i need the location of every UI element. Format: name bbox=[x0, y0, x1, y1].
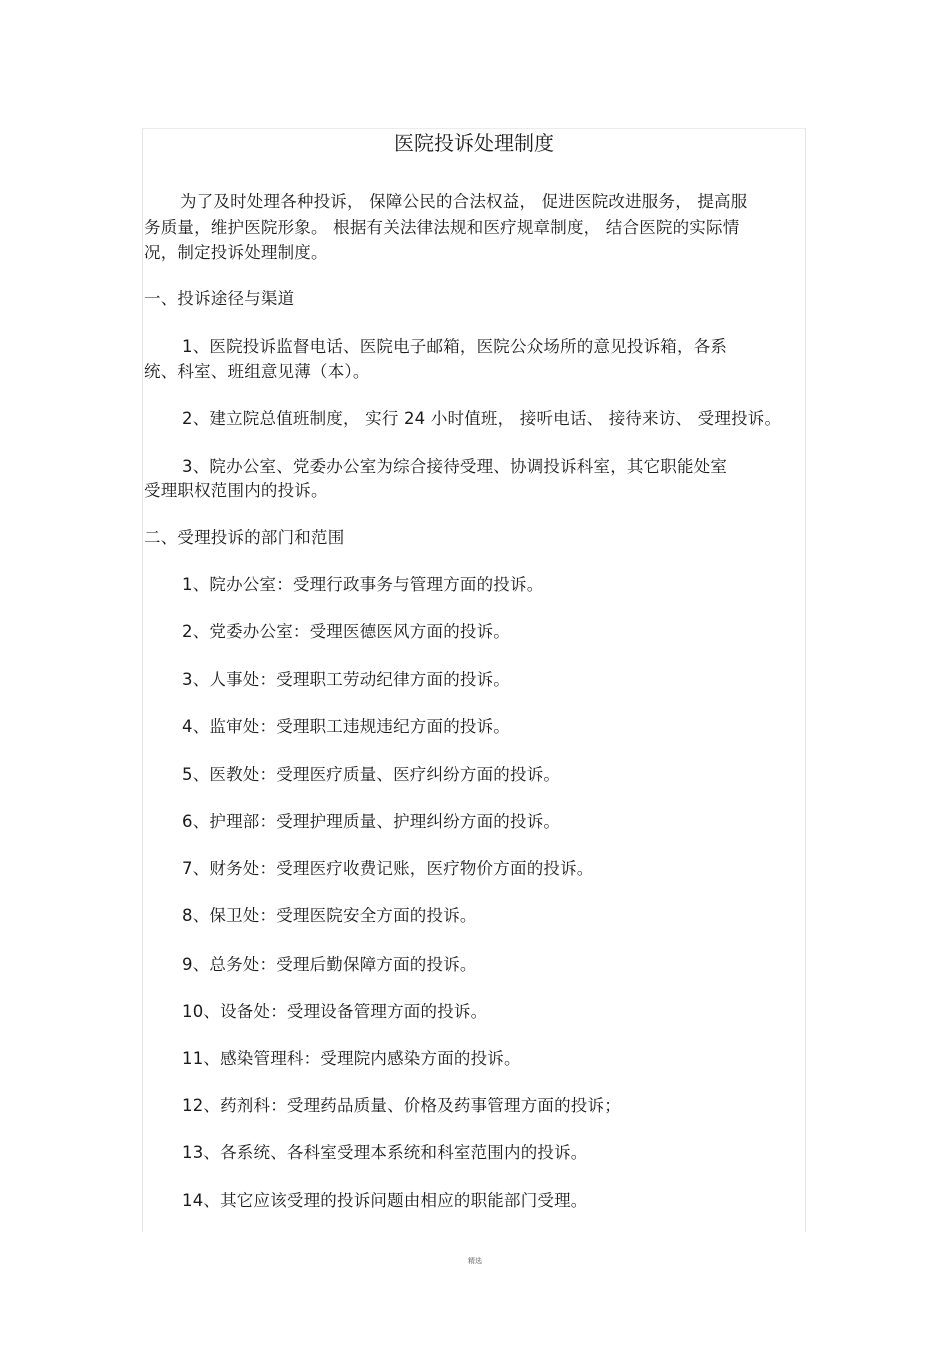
section-1-item-3-line-1: 3、院办公室、党委办公室为综合接待受理、协调投诉科室，其它职能处室 bbox=[182, 457, 728, 476]
section-2-item-13: 13、各系统、各科室受理本系统和科室范围内的投诉。 bbox=[182, 1143, 588, 1162]
intro-line-3: 况，制定投诉处理制度。 bbox=[144, 243, 328, 262]
section-1-item-1-line-2: 统、科室、班组意见薄（本）。 bbox=[144, 362, 370, 381]
section-2-item-9: 9、总务处：受理后勤保障方面的投诉。 bbox=[182, 955, 477, 974]
section-2-item-4: 4、监审处：受理职工违规违纪方面的投诉。 bbox=[182, 717, 510, 736]
section-2-item-1: 1、院办公室：受理行政事务与管理方面的投诉。 bbox=[182, 575, 544, 594]
section-2-item-14: 14、其它应该受理的投诉问题由相应的职能部门受理。 bbox=[182, 1191, 588, 1210]
document-title: 医院投诉处理制度 bbox=[394, 131, 554, 155]
section-1-item-3-line-2: 受理职权范围内的投诉。 bbox=[144, 481, 328, 500]
section-2-item-10: 10、设备处：受理设备管理方面的投诉。 bbox=[182, 1002, 488, 1021]
section-2-item-7: 7、财务处：受理医疗收费记账，医疗物价方面的投诉。 bbox=[182, 859, 594, 878]
section-2-heading: 二、受理投诉的部门和范围 bbox=[144, 528, 345, 547]
section-2-item-11: 11、感染管理科：受理院内感染方面的投诉。 bbox=[182, 1049, 521, 1068]
section-2-item-6: 6、护理部：受理护理质量、护理纠纷方面的投诉。 bbox=[182, 812, 561, 831]
section-2-item-5: 5、医教处：受理医疗质量、医疗纠纷方面的投诉。 bbox=[182, 765, 561, 784]
intro-line-1: 为了及时处理各种投诉， 保障公民的合法权益， 促进医院改进服务， 提高服 bbox=[180, 192, 748, 211]
section-2-item-3: 3、人事处：受理职工劳动纪律方面的投诉。 bbox=[182, 670, 510, 689]
page-footer: 精选 bbox=[468, 1257, 482, 1265]
section-1-item-2: 2、建立院总值班制度， 实行 24 小时值班， 接听电话、 接待来访、 受理投诉。 bbox=[182, 409, 782, 428]
section-1-heading: 一、投诉途径与渠道 bbox=[144, 289, 295, 308]
section-2-item-2: 2、党委办公室：受理医德医风方面的投诉。 bbox=[182, 622, 510, 641]
section-1-item-1-line-1: 1、医院投诉监督电话、医院电子邮箱，医院公众场所的意见投诉箱，各系 bbox=[182, 337, 728, 356]
section-2-item-12: 12、药剂科：受理药品质量、价格及药事管理方面的投诉； bbox=[182, 1096, 621, 1115]
intro-line-2: 务质量，维护医院形象。 根据有关法律法规和医疗规章制度， 结合医院的实际情 bbox=[144, 218, 740, 237]
section-2-item-8: 8、保卫处：受理医院安全方面的投诉。 bbox=[182, 906, 477, 925]
